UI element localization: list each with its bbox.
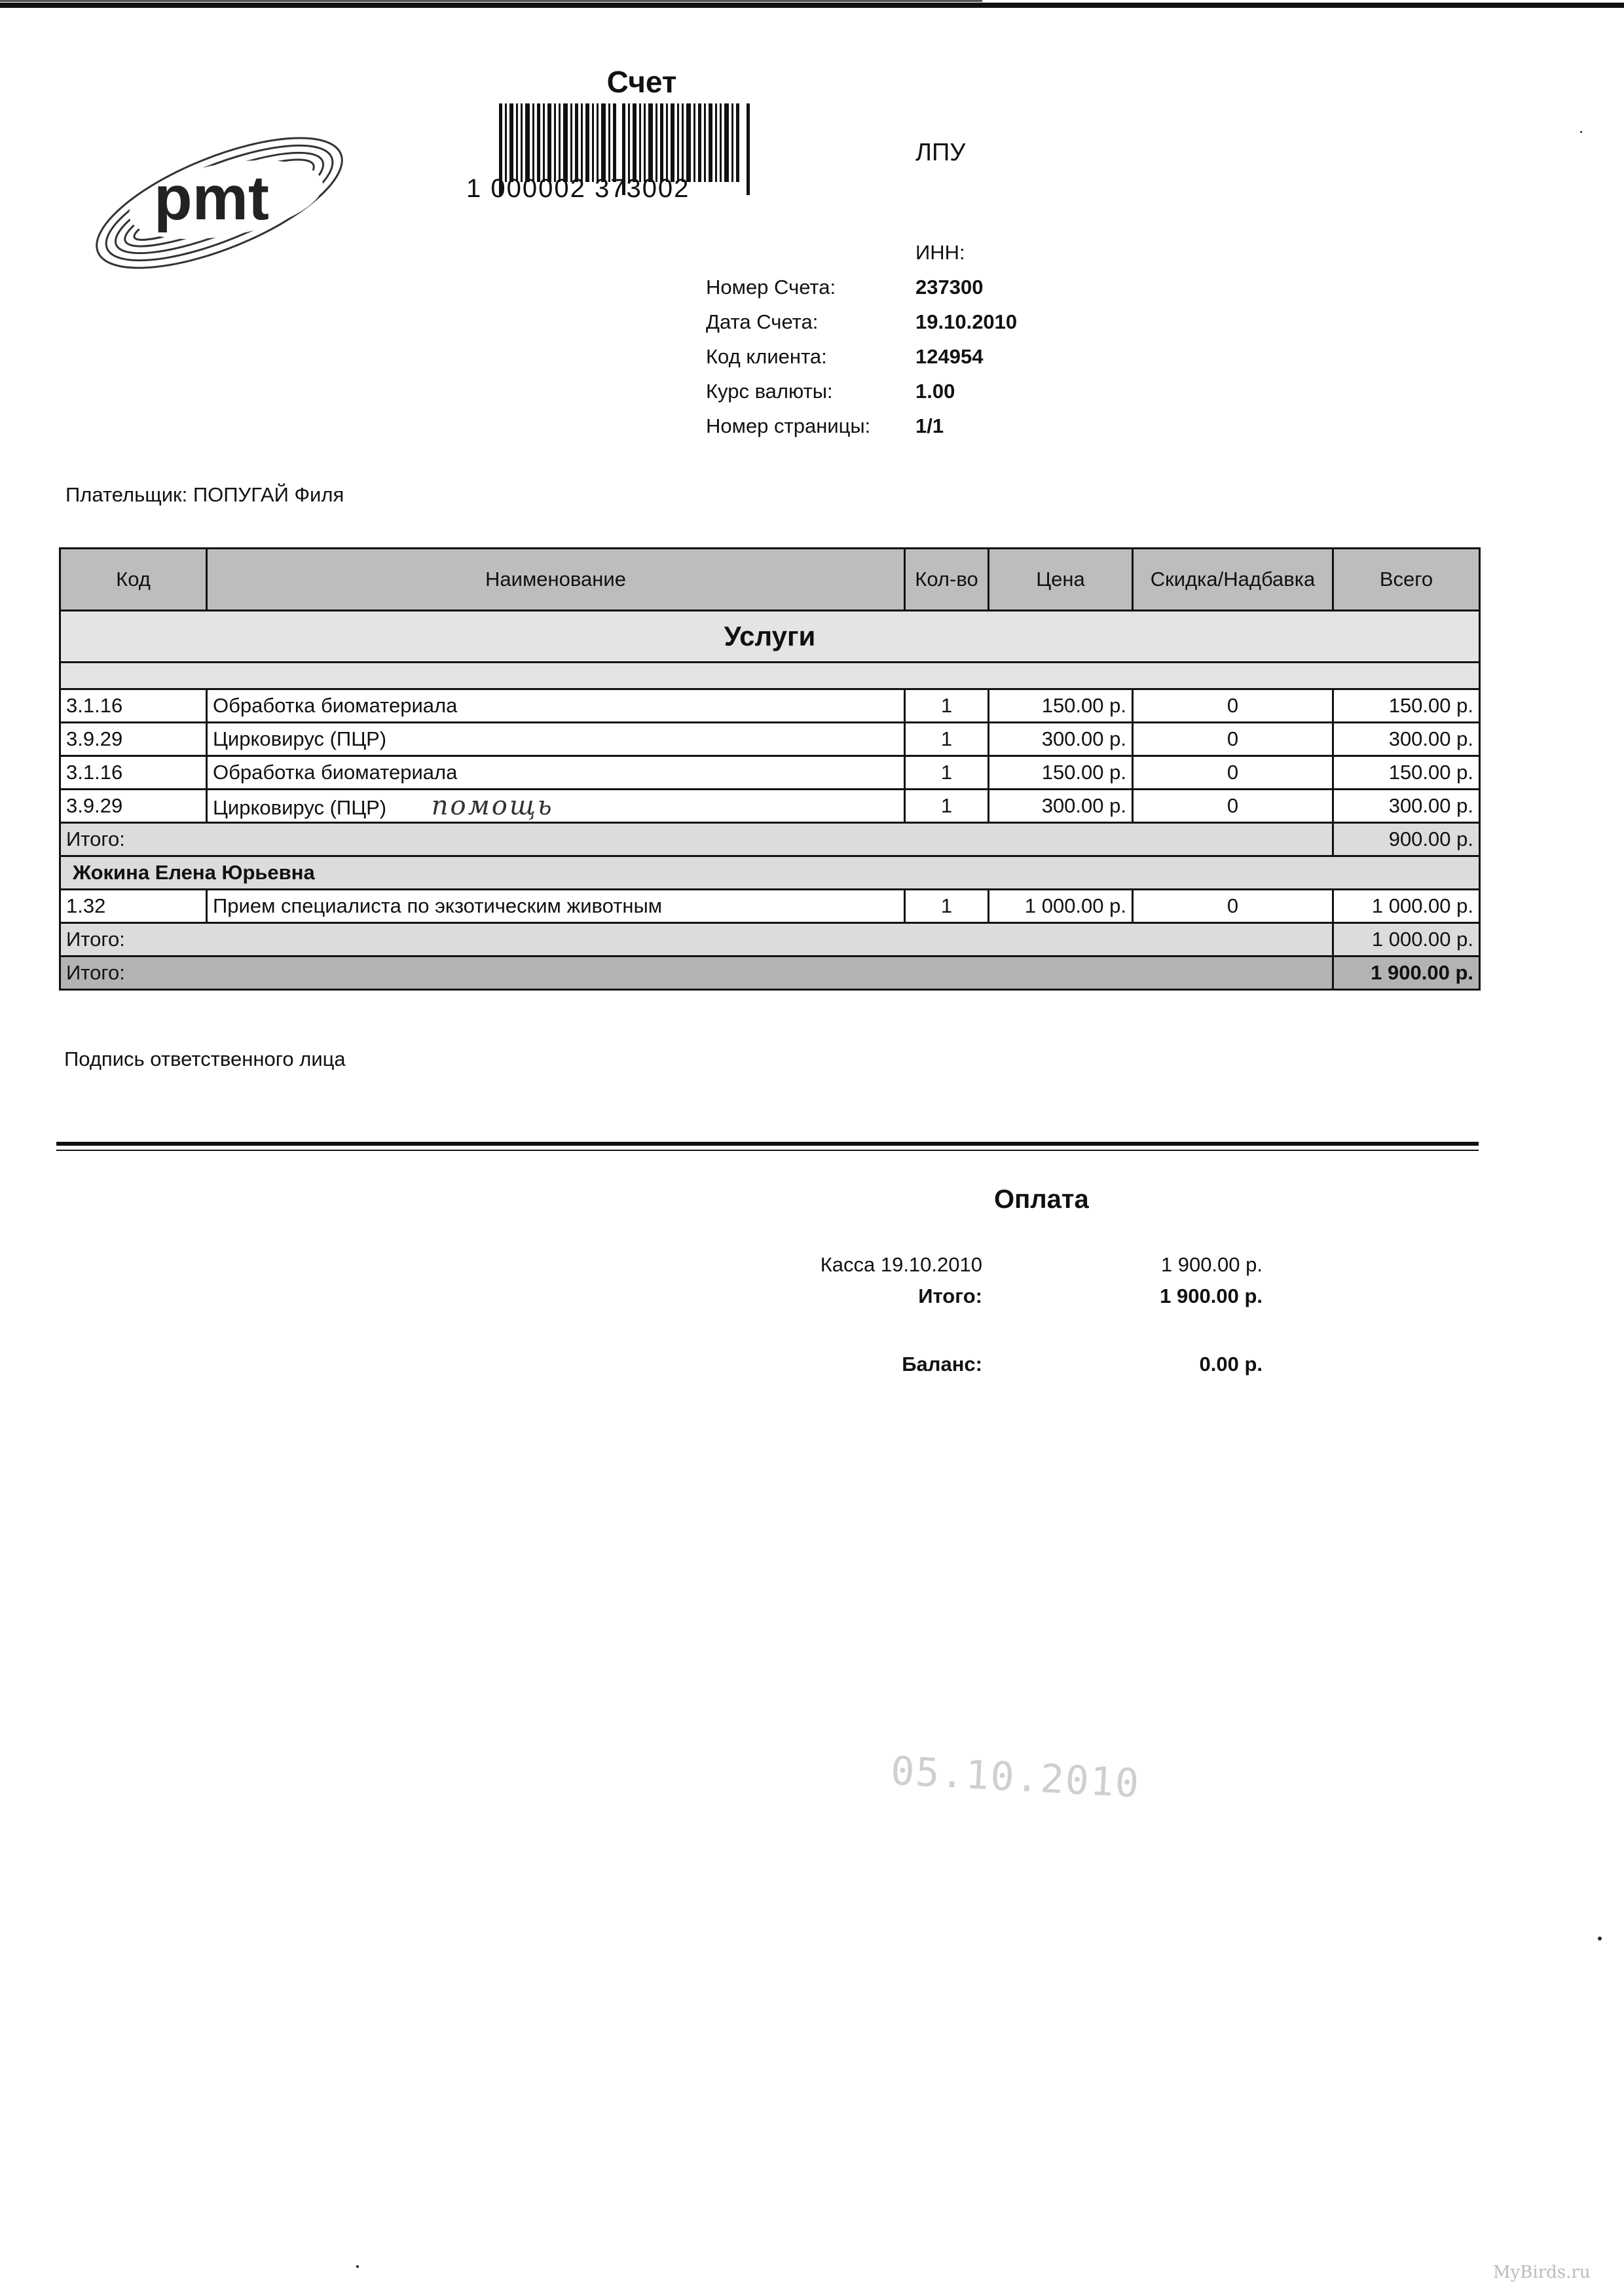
spacer-cell — [60, 663, 1480, 689]
meta-inn-label: ИНН: — [915, 241, 965, 264]
balance-value: 0.00 р. — [1199, 1353, 1263, 1376]
meta-inn-row — [915, 241, 1017, 276]
cell-price: 300.00 р. — [989, 723, 1133, 756]
divider — [56, 1142, 1479, 1146]
table-row — [60, 790, 1480, 823]
subtotal-value: 900.00 р. — [1333, 823, 1480, 856]
column-header: Наименование — [207, 549, 905, 611]
section-title: Услуги — [60, 611, 1480, 663]
meta-rate-row — [706, 380, 1017, 414]
cell-total: 300.00 р. — [1333, 723, 1480, 756]
subtotal-label: Итого: — [60, 923, 1333, 957]
meta-label: Код клиента: — [706, 345, 827, 368]
payment-title: Оплата — [994, 1185, 1089, 1214]
cell-qty: 1 — [905, 890, 989, 923]
meta-client-row — [706, 345, 1017, 380]
meta-label: Номер страницы: — [706, 414, 871, 437]
cell-code: 3.1.16 — [60, 756, 207, 790]
cell-discount: 0 — [1133, 890, 1333, 923]
table-header-row — [60, 549, 1480, 611]
cell-code: 1.32 — [60, 890, 207, 923]
scan-speck — [1580, 131, 1582, 133]
cell-discount: 0 — [1133, 790, 1333, 823]
cell-discount: 0 — [1133, 689, 1333, 723]
doctor-row — [60, 856, 1480, 890]
cell-name — [207, 790, 905, 823]
cell-code: 3.9.29 — [60, 723, 207, 756]
cell-price: 150.00 р. — [989, 689, 1133, 723]
watermark: MyBirds.ru — [1493, 2263, 1591, 2282]
pmt-logo — [85, 111, 360, 308]
cell-price: 150.00 р. — [989, 756, 1133, 790]
payment-total-row — [589, 1285, 1263, 1308]
table-row — [60, 723, 1480, 756]
cell-name-text: Цирковирус (ПЦР) — [213, 796, 387, 819]
column-header: Скидка/Надбавка — [1133, 549, 1333, 611]
table-row — [60, 689, 1480, 723]
meta-value: 19.10.2010 — [915, 310, 1018, 333]
meta-value: 124954 — [915, 345, 984, 368]
subtotal-label: Итого: — [60, 823, 1333, 856]
subtotal-value: 1 000.00 р. — [1333, 923, 1480, 957]
cell-code: 3.9.29 — [60, 790, 207, 823]
cell-name: Цирковирус (ПЦР) — [207, 723, 905, 756]
barcode-number: 1 000002 373002 — [466, 174, 690, 203]
cell-qty: 1 — [905, 723, 989, 756]
meta-label: Дата Счета: — [706, 310, 819, 333]
cell-qty: 1 — [905, 756, 989, 790]
section-row — [60, 611, 1480, 663]
grand-total-value: 1 900.00 р. — [1333, 957, 1480, 990]
meta-label: Курс валюты: — [706, 380, 833, 403]
cell-total: 300.00 р. — [1333, 790, 1480, 823]
meta-invoice-number-row — [706, 276, 1017, 310]
payment-value: 1 900.00 р. — [1160, 1253, 1263, 1276]
spacer-row — [60, 663, 1480, 689]
payment-row — [589, 1253, 1263, 1277]
cell-qty: 1 — [905, 790, 989, 823]
meta-value: 1.00 — [915, 380, 955, 403]
meta-page-row — [706, 414, 1017, 449]
grand-total-label: Итого: — [60, 957, 1333, 990]
column-header: Код — [60, 549, 207, 611]
logo-text: pmt — [154, 163, 269, 233]
payer: Плательщик: ПОПУГАЙ Филя — [65, 483, 344, 506]
cell-price: 300.00 р. — [989, 790, 1133, 823]
signature-label: Подпись ответственного лица — [64, 1048, 346, 1070]
payment-total-value: 1 900.00 р. — [1160, 1285, 1263, 1307]
scan-speck — [356, 2265, 359, 2268]
scan-edge — [0, 0, 982, 2]
faint-stamp: 05.10.2010 — [889, 1748, 1141, 1807]
balance-label: Баланс: — [902, 1353, 982, 1376]
cell-qty: 1 — [905, 689, 989, 723]
payment-label: Касса 19.10.2010 — [820, 1253, 982, 1276]
cell-discount: 0 — [1133, 756, 1333, 790]
column-header: Цена — [989, 549, 1133, 611]
subtotal-row — [60, 823, 1480, 856]
cell-total: 1 000.00 р. — [1333, 890, 1480, 923]
cell-name: Прием специалиста по экзотическим животным — [207, 890, 905, 923]
meta-date-row — [706, 310, 1017, 345]
doctor-name: Жокина Елена Юрьевна — [60, 856, 1480, 890]
cell-name: Обработка биоматериала — [207, 756, 905, 790]
scan-edge-bar — [0, 3, 1624, 8]
organization-label: ЛПУ — [915, 139, 966, 166]
divider — [56, 1150, 1479, 1151]
invoice-meta — [706, 241, 1017, 449]
scan-speck — [1598, 1937, 1602, 1941]
meta-value: 237300 — [915, 276, 984, 299]
column-header: Всего — [1333, 549, 1480, 611]
cell-total: 150.00 р. — [1333, 689, 1480, 723]
balance-row — [589, 1353, 1263, 1376]
payment-total-label: Итого: — [918, 1285, 982, 1307]
cell-price: 1 000.00 р. — [989, 890, 1133, 923]
cell-discount: 0 — [1133, 723, 1333, 756]
cell-name: Обработка биоматериала — [207, 689, 905, 723]
meta-value: 1/1 — [915, 414, 944, 437]
cell-total: 150.00 р. — [1333, 756, 1480, 790]
grand-total-row — [60, 957, 1480, 990]
cell-code: 3.1.16 — [60, 689, 207, 723]
table-row — [60, 756, 1480, 790]
services-table — [59, 547, 1481, 991]
meta-label: Номер Счета: — [706, 276, 836, 299]
document-title: Счет — [606, 65, 677, 99]
handwritten-note: помощь — [431, 791, 554, 821]
subtotal-row — [60, 923, 1480, 957]
column-header: Кол-во — [905, 549, 989, 611]
table-row — [60, 890, 1480, 923]
